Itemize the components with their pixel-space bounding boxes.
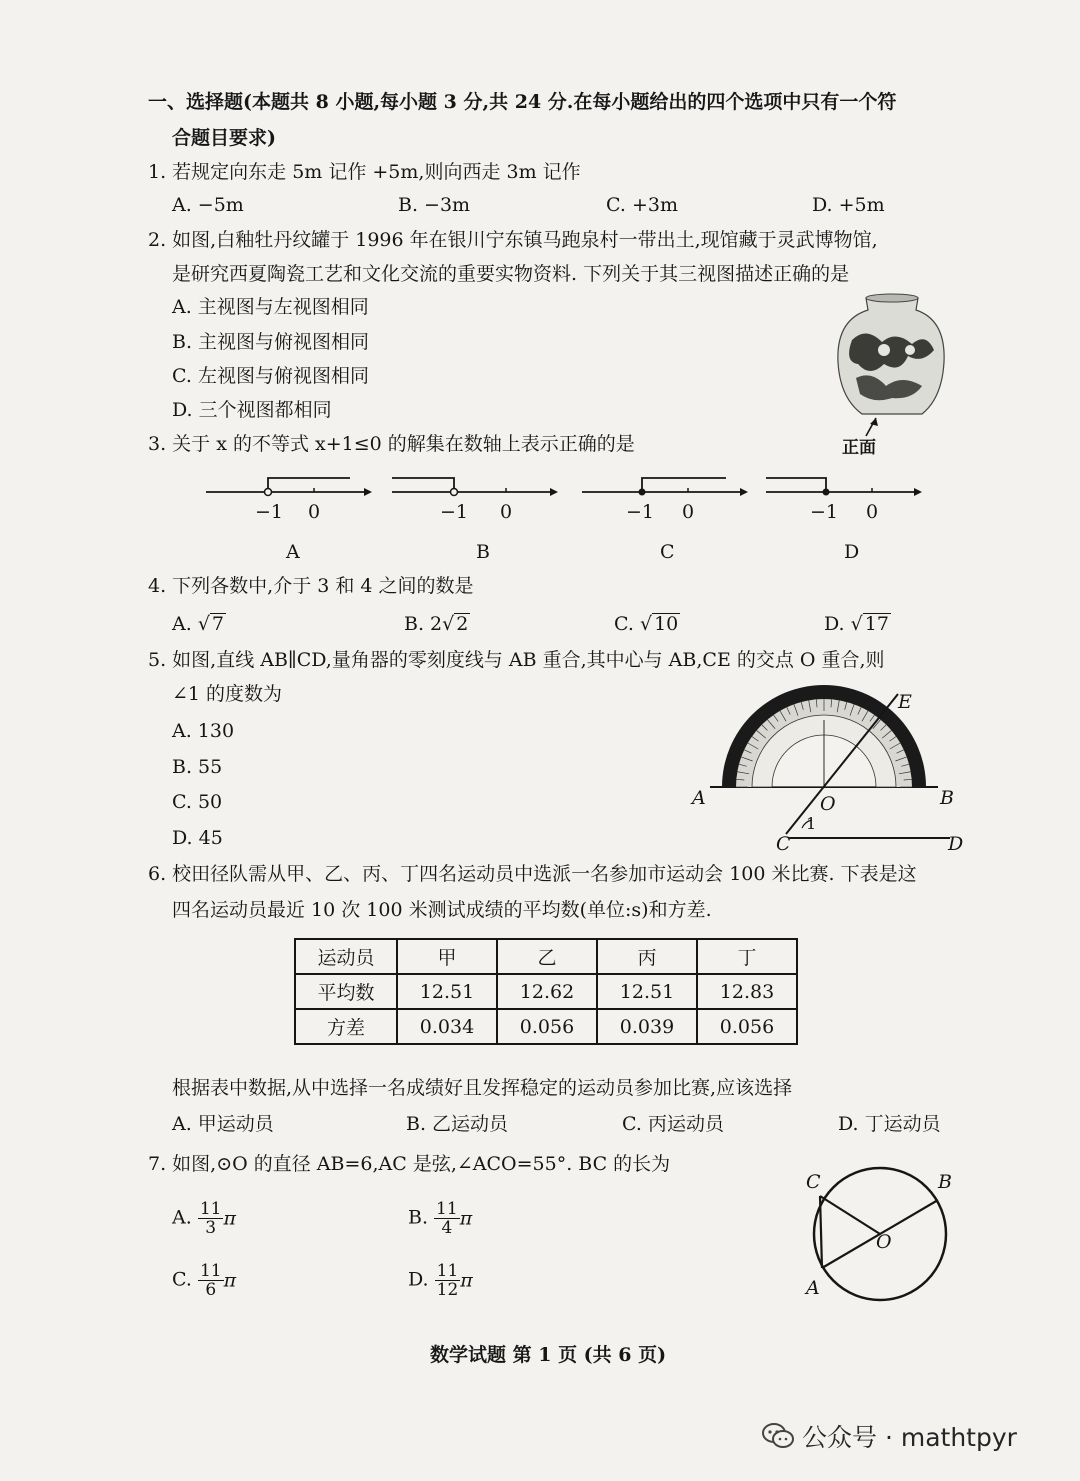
fig7-label-b: B xyxy=(938,1171,952,1193)
q2-stem-line2: 是研究西夏陶瓷工艺和文化交流的重要实物资料. 下列关于其三视图描述正确的是 xyxy=(172,263,850,285)
q4-radicand-a: 7 xyxy=(211,613,225,635)
section-heading-line2: 合题目要求) xyxy=(172,127,276,149)
q1-option-d: D. +5m xyxy=(812,194,885,216)
q4-option-c: C. √ 10 xyxy=(614,613,679,635)
table-row xyxy=(295,1009,797,1044)
nl-c-tick-0: 0 xyxy=(682,501,695,523)
fig5-label-b: B xyxy=(940,787,954,809)
q6-stem-line2: 四名运动员最近 10 次 100 米测试成绩的平均数(单位:s)和方差. xyxy=(172,899,712,921)
q6-option-a: A. 甲运动员 xyxy=(172,1113,274,1135)
nl-b-tick-neg1: −1 xyxy=(440,501,469,523)
vase-rim xyxy=(866,294,918,302)
q7-option-c: C. $\frac{11}{6}$ π xyxy=(172,1261,237,1300)
fig5-label-a: A xyxy=(692,787,706,809)
q3-stem: 3. 关于 x 的不等式 x+1≤0 的解集在数轴上表示正确的是 xyxy=(148,433,635,455)
q5-stem-line2: ∠1 的度数为 xyxy=(172,683,283,705)
vase-figure xyxy=(826,290,956,460)
q2-option-a: A. 主视图与左视图相同 xyxy=(172,296,369,318)
q6-option-d: D. 丁运动员 xyxy=(838,1113,941,1135)
chord-ac xyxy=(820,1196,822,1268)
table-header-cell: 乙 xyxy=(497,939,597,974)
q5-option-d: D. 45 xyxy=(172,827,223,849)
q5-stem-line1: 5. 如图,直线 AB∥CD,量角器的零刻度线与 AB 重合,其中心与 AB,CE 的交点 O 重合,则 xyxy=(148,649,885,671)
q6-after: 根据表中数据,从中选择一名成绩好且发挥稳定的运动员参加比赛,应该选择 xyxy=(172,1077,793,1099)
fig7-label-a: A xyxy=(806,1277,820,1299)
table-header-cell: 丙 xyxy=(597,939,697,974)
q5-option-b: B. 55 xyxy=(172,756,223,778)
number-line-a xyxy=(200,470,380,530)
q1-option-b: B. −3m xyxy=(398,194,471,216)
score-table xyxy=(294,938,798,1045)
q4-option-b: B. 2√ 2 xyxy=(404,613,469,635)
watermark-text: 公众号 · mathtpyr xyxy=(802,1423,1017,1452)
q2-option-c: C. 左视图与俯视图相同 xyxy=(172,365,369,387)
table-cell: 平均数 xyxy=(295,974,397,1009)
q2-stem-line1: 2. 如图,白釉牡丹纹罐于 1996 年在银川宁东镇马跑泉村一带出土,现馆藏于灵武博物馆, xyxy=(148,229,878,251)
nl-b-label: B xyxy=(476,541,490,563)
wechat-icon xyxy=(762,1422,794,1450)
q4-radicand-b: 2 xyxy=(456,613,469,635)
q5-option-c: C. 50 xyxy=(172,791,223,813)
table-header-cell: 运动员 xyxy=(295,939,397,974)
table-cell: 0.039 xyxy=(597,1009,697,1044)
table-header-cell: 甲 xyxy=(397,939,497,974)
q6-option-c: C. 丙运动员 xyxy=(622,1113,724,1135)
nl-c-tick-neg1: −1 xyxy=(626,501,655,523)
q2-option-b: B. 主视图与俯视图相同 xyxy=(172,331,370,353)
table-cell: 0.056 xyxy=(497,1009,597,1044)
number-line-b xyxy=(386,470,566,530)
fig5-label-c: C xyxy=(776,833,791,855)
section-heading-line1: 一、选择题(本题共 8 小题,每小题 3 分,共 24 分.在每小题给出的四个选项中只有一个符 xyxy=(148,91,897,113)
q7-option-a: A. $\frac{11}{3}$ π xyxy=(172,1199,236,1238)
nl-d-tick-neg1: −1 xyxy=(810,501,839,523)
segment-co xyxy=(820,1196,880,1234)
q1-stem: 1. 若规定向东走 5m 记作 +5m,则向西走 3m 记作 xyxy=(148,161,581,183)
fig5-label-o: O xyxy=(820,793,836,815)
nl-b-tick-0: 0 xyxy=(500,501,513,523)
table-row xyxy=(295,974,797,1009)
table-cell: 方差 xyxy=(295,1009,397,1044)
fig7-label-o: O xyxy=(876,1231,892,1253)
table-header-row xyxy=(295,939,797,974)
number-line-c xyxy=(576,470,756,530)
fig5-label-d: D xyxy=(948,833,964,855)
protractor-figure xyxy=(700,680,970,860)
nl-d-tick-0: 0 xyxy=(866,501,879,523)
nl-a-label: A xyxy=(286,541,300,563)
q4-stem: 4. 下列各数中,介于 3 和 4 之间的数是 xyxy=(148,575,474,597)
table-cell: 12.51 xyxy=(597,974,697,1009)
table-cell: 0.034 xyxy=(397,1009,497,1044)
q7-option-b: B. $\frac{11}{4}$ π xyxy=(408,1199,473,1238)
fig7-label-c: C xyxy=(806,1171,821,1193)
nl-d-label: D xyxy=(844,541,860,563)
q2-option-d: D. 三个视图都相同 xyxy=(172,399,332,421)
q4-radicand-c: 10 xyxy=(654,613,679,635)
fig5-label-angle-1: 1 xyxy=(806,814,817,833)
q1-option-a: A. −5m xyxy=(172,194,244,216)
nl-a-tick-0: 0 xyxy=(308,501,321,523)
table-cell: 0.056 xyxy=(697,1009,797,1044)
nl-a-tick-neg1: −1 xyxy=(255,501,284,523)
q7-stem: 7. 如图,⊙O 的直径 AB=6,AC 是弦,∠ACO=55°. BC 的长为 xyxy=(148,1153,671,1175)
front-label: 正面 xyxy=(842,438,876,458)
table-cell: 12.51 xyxy=(397,974,497,1009)
fig5-label-e: E xyxy=(898,691,912,713)
q4-option-a: A. √ 7 xyxy=(172,613,225,635)
q6-option-b: B. 乙运动员 xyxy=(406,1113,509,1135)
q4-option-d: D. √ 17 xyxy=(824,613,889,635)
q4-radicand-d: 17 xyxy=(864,613,889,635)
table-cell: 12.83 xyxy=(697,974,797,1009)
q6-stem-line1: 6. 校田径队需从甲、乙、丙、丁四名运动员中选派一名参加市运动会 100 米比赛. 下表是这 xyxy=(148,863,917,885)
q5-option-a: A. 130 xyxy=(172,720,235,742)
q1-option-c: C. +3m xyxy=(606,194,678,216)
table-cell: 12.62 xyxy=(497,974,597,1009)
nl-c-label: C xyxy=(660,541,675,563)
page-footer: 数学试题 第 1 页 (共 6 页) xyxy=(430,1344,667,1366)
number-line-d xyxy=(760,470,940,530)
table-header-cell: 丁 xyxy=(697,939,797,974)
watermark xyxy=(762,1418,1017,1454)
q7-option-d: D. $\frac{11}{12}$ π xyxy=(408,1261,473,1300)
